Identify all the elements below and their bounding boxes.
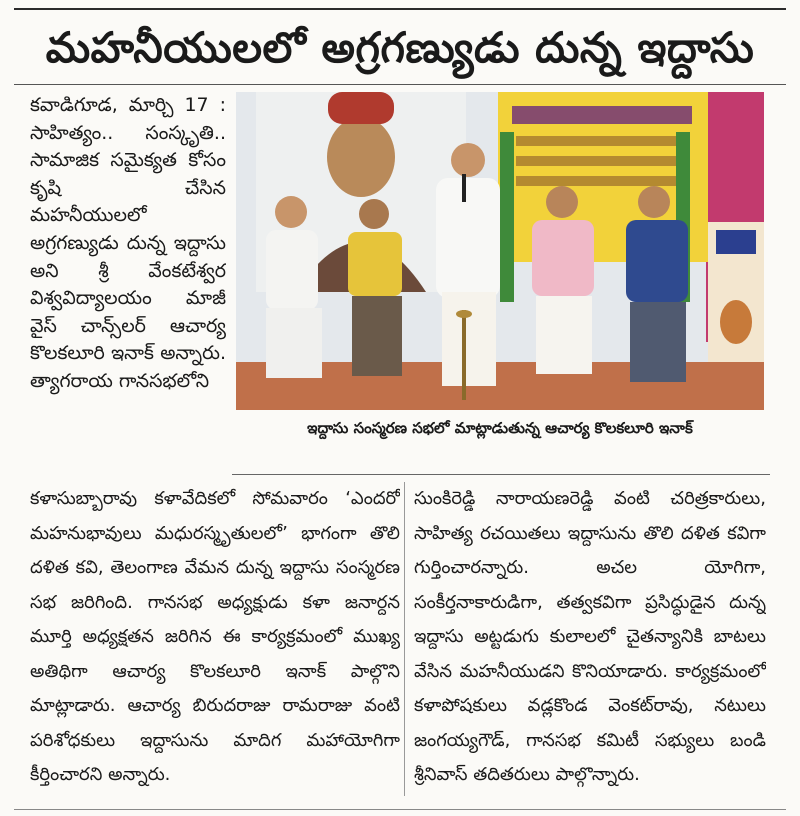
headline-rule: [14, 84, 786, 85]
photo-caption: ఇద్దాసు సంస్మరణ సభలో మాట్లాడుతున్న ఆచార్య కొలకలూరి ఇనాక్: [307, 419, 693, 437]
event-photo: [236, 92, 764, 410]
caption-rule: [232, 474, 770, 475]
column-divider: [404, 482, 405, 796]
article-column-right-bottom: సుంకిరెడ్డి నారాయణరెడ్డి వంటి చరిత్రకారులు, సాహిత్య రచయితలు ఇద్దాసును తొలి దళిత కవిగా గుర్తించారన్నారు. అచల యోగిగా, సంకీర్తనాకారుడిగా, తత్వకవిగా ప్రసిద్ధుడైన దున్న ఇద్దాసు అట్టడుగు కులాలలో చైతన్యానికి బాటలు వేసిన మహనీయుడని కొనియాడారు. కార్యక్రమంలో కళాపోషకులు వడ్లకొండ వెంకట్‌రావు, నటులు జంగయ్యగౌడ్, గానసభ కమిటీ సభ్యులు బండి శ్రీనివాస్ తదితరులు పాల్గొన్నారు.: [414, 488, 766, 785]
article-column-left-top: కవాడిగూడ, మార్చి 17 : సాహిత్యం.. సంస్కృతి.. సామాజిక సమైక్యత కోసం కృషి చేసిన మహనీయులలో అగ్రగణ్యుడు దున్న ఇద్దాసు అని శ్రీ వేంకటేశ్వర విశ్వవిద్యాలయం మాజీ వైస్ చాన్స్‌లర్ ఆచార్య కొలకలూరి ఇనాక్ అన్నారు. త్యాగరాయ గానసభలోని: [30, 94, 226, 392]
bottom-rule: [14, 809, 786, 810]
article-column-left-bottom: కళాసుబ్బారావు కళావేదికలో సోమవారం ‘ఎందరో మహనుభావులు మధురస్మృతులలో’ భాగంగా తొలి దళిత కవి, తెలంగాణ వేమన దున్న ఇద్దాసు సంస్మరణ సభ జరిగింది. గానసభ అధ్యక్షుడు కళా జనార్దన మూర్తి అధ్యక్షతన జరిగిన ఈ కార్యక్రమంలో ముఖ్య అతిథిగా ఆచార్య కొలకలూరి ఇనాక్ పాల్గొని మాట్లాడారు. ఆచార్య బిరుదరాజు రామరాజు వంటి పరిశోధకులు ఇద్దాసును మాదిగ మహాయోగిగా కీర్తించారని అన్నారు.: [30, 488, 400, 785]
article-headline: మహనీయులలో అగ్రగణ్యుడు దున్న ఇద్దాసు: [45, 23, 755, 72]
top-rule: [14, 8, 786, 10]
